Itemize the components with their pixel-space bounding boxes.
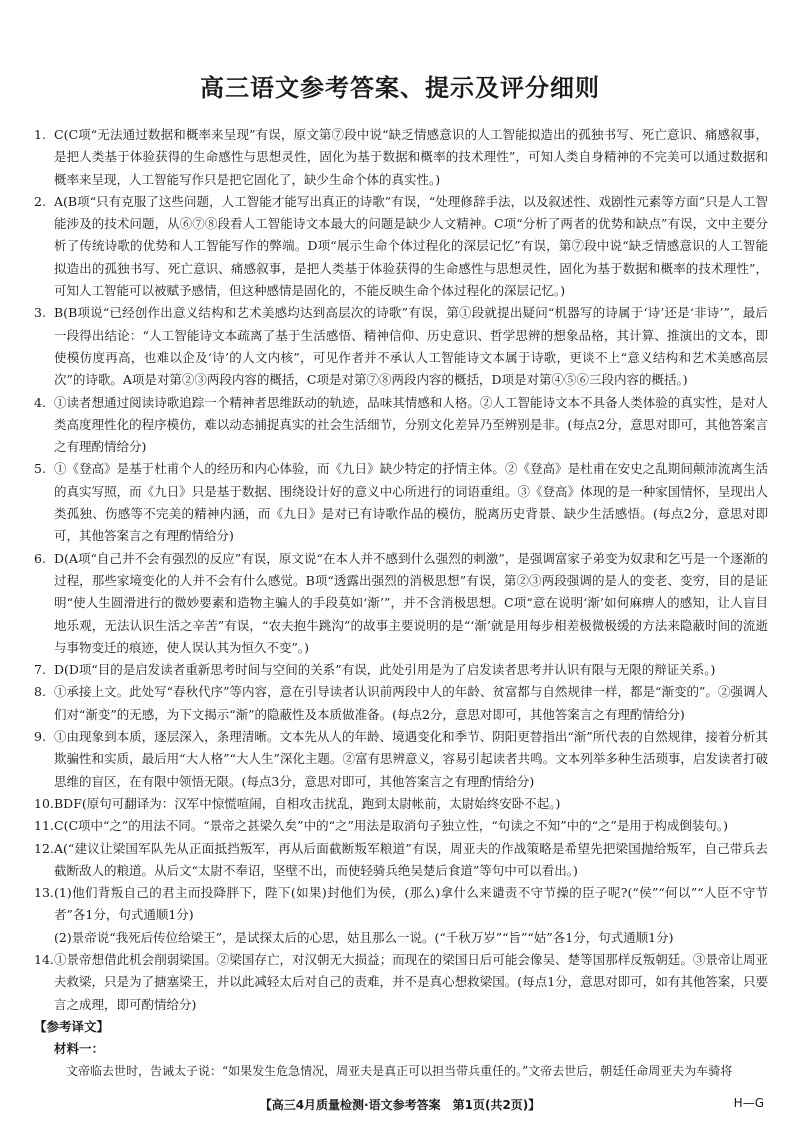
answer-text: B(B项说“已经创作出意义结构和艺术美感均达到高层次的诗歌”有误，第①段就提出疑问“机器写的诗属于‘诗’还是‘非诗’”，最后一段得出结论：“人工智能诗文本疏离了基于生活感悟、精神信仰、历史意识、哲学思辨的想象品格，其计算、推演出的文本，即使模仿度再高，也难以企及‘诗’的人文内核”，可见作者并不承认人工智能诗文本属于诗歌，更谈不上“意义结构和艺术美感高层次”的诗歌。A项是对第②③两段内容的概括，C项是对第⑦⑧两段内容的概括，D项是对第④⑤⑥三段内容的概括。): [54, 305, 768, 388]
answer-number: 2.: [34, 193, 46, 209]
answer-item-2: [34, 191, 768, 302]
answer-item-9: [34, 726, 768, 793]
answer-item-13: [34, 882, 768, 927]
answer-text: BDF(原句可翻译为：汉军中惊慌喧闹，自相攻击扰乱，跑到太尉帐前，太尉始终安卧不起。): [54, 795, 561, 811]
footer-page-info: 【高三4月质量检测·语文参考答案 第1页(共2页)】: [259, 1098, 541, 1112]
answer-item-4: [34, 392, 768, 459]
answer-number: 14.: [34, 951, 54, 967]
answer-text: (1)他们背叛自己的君主而投降胖下，陛下(如果)封他们为侯，(那么)拿什么来谴责不守节操的臣子呢?(“侯”“何以”“人臣不守节者”各1分，句式通顺1分): [54, 885, 768, 923]
answer-number: 13.: [34, 885, 54, 901]
answer-text: ①读者想通过阅读诗歌追踪一个精神者思维跃动的轨迹，品味其情感和人格。②人工智能诗文本不具备人类体验的真实性，是对人类高度理性化的程序模仿，难以动态捕捉真实的社会生活细节，分别文化差异乃至辨别是非。(每点2分，意思对即可，其他答案言之有理酌情给分): [54, 394, 768, 455]
answer-number: 6.: [34, 550, 46, 566]
answer-text: ①《登高》是基于杜甫个人的经历和内心体验，而《九日》缺少特定的抒情主体。②《登高》是杜甫在安史之乱期间颠沛流离生活的真实写照，而《九日》只是基于数据、围绕设计好的意义中心所进行的词语重组。③《登高》体现的是一种家国情怀，呈现出人类孤独、伤感等不完美的精神内涵，而《九日》是对已有诗歌作品的模仿，脱离历史背景、缺少生活感悟。(每点2分，意思对即可，其他答案言之有理酌情给分): [54, 461, 768, 544]
answer-item-12: [34, 838, 768, 883]
answer-item-13-part-2: (2)景帝说“我死后传位给梁王”，是试探太后的心思，姑且那么一说。(“千秋万岁”“旨”“姑”各1分，句式通顺1分): [54, 929, 674, 945]
answer-item-11: [34, 815, 768, 837]
answer-number: 3.: [34, 305, 46, 321]
answer-text: ①景帝想借此机会削弱梁国。②梁国存亡，对汉朝无大损益；而现在的梁国日后可能会像吴、楚等国那样反叛朝廷。③景帝让周亚夫救梁，只是为了搪塞梁王，并以此减轻太后对自己的责难，并不是真心想救梁国。(每点1分，意思对即可，如有其他答案，只要言之成理，即可酌情给分): [54, 951, 768, 1012]
answer-item-6: [34, 548, 768, 659]
answer-text: C(C项“无法通过数据和概率来呈现”有误，原文第⑦段中说“缺乏情感意识的人工智能拟造出的孤独书写、死亡意识、痛感叙事，是把人类基于体验获得的生命感性与思想灵性，固化为基于数据和概率的技术理性”，可知人类自身精神的不完美可以通过数据和概率来呈现，人工智能写作只是把它固化了，缺少生命个体的真实性。): [54, 127, 768, 187]
answer-text: ①由现象到本质，逐层深入，条理清晰。文本先从人的年龄、境遇变化和季节、阴阳更替指出“渐”所代表的自然规律，接着分析其欺骗性和实质，最后用“大人格”“大人生”深化主题。②富有思辨意义，容易引起读者共鸣。文本列举多种生活琐事，启发读者打破思维的盲区，在有限中领悟无限。(每点3分，意思对即可，其他答案言之有理酌情给分): [54, 729, 768, 789]
answer-item-1: [34, 124, 768, 191]
answer-text: ①承接上文。此处写“春秋代序”等内容，意在引导读者认识前两段中人的年龄、贫富都与自然规律一样，都是“渐变的”。②强调人们对“渐变”的无感，为下文揭示“渐”的隐蔽性及本质做准备。(每点2分，意思对即可，其他答案言之有理酌情给分): [54, 684, 768, 722]
answer-item-5: [34, 458, 768, 547]
answer-item-8: [34, 681, 768, 726]
answer-text: A(“建议让梁国军队先从正面抵挡叛军，再从后面截断叛军粮道”有误，周亚夫的作战策略是希望先把梁国抛给叛军，自己带兵去截断敌人的粮道。从后文“太尉不奉诏，坚壁不出，而使轻骑兵绝吴楚后食道”等句中可以看出。): [54, 840, 768, 878]
answer-text: D(D项“目的是启发读者重新思考时间与空间的关系”有误，此处引用是为了启发读者思考并认识有限与无限的辩证关系。): [54, 662, 716, 678]
material-one-title: 材料一：: [54, 1041, 105, 1057]
answers-body: [34, 124, 768, 1082]
answer-item-7: [34, 659, 768, 681]
answer-number: 5.: [34, 461, 46, 477]
answer-number: 4.: [34, 394, 46, 410]
answer-number: 12.: [34, 840, 54, 856]
answer-number: 9.: [34, 729, 46, 745]
answer-item-10: [34, 793, 768, 815]
page-title: 高三语文参考答案、提示及评分细则: [200, 74, 600, 102]
answer-number: 7.: [34, 662, 46, 678]
answer-text: A(B项“只有克服了这些问题，人工智能才能写出真正的诗歌”有误，“处理修辞手法，以及叙述性、戏剧性元素等方面”只是人工智能涉及的技术问题，从⑥⑦⑧段看人工智能诗文本最大的问题是缺少人文精神。C项“分析了两者的优势和缺点”有误，文中主要分析了传统诗歌的优势和人工智能写作的弊端。D项“展示生命个体过程化的深层记忆”有误，第⑦段中说“缺乏情感意识的人工智能拟造出的孤独书写、死亡意识、痛感叙事，是把人类基于体验获得的生命感性与思想灵性，固化为基于数据和概率的技术理性”，可知人工智能可以被赋予感情，但这种感情是固化的，不能反映生命个体过程化的深层记忆。): [54, 193, 768, 299]
translation-paragraph: 文帝临去世时，告诫太子说：“如果发生危急情况，周亚夫是真正可以担当带兵重任的。”文帝去世后，朝廷任命周亚夫为车骑将: [66, 1064, 733, 1079]
answer-text: C(C项中“之”的用法不同。“景帝之甚梁久矣”中的“之”用法是取消句子独立性，“句读之不知”中的“之”是用于构成倒装句。): [54, 818, 729, 834]
answer-item-14: [34, 949, 768, 1016]
answer-number: 10.: [34, 795, 54, 811]
reference-translation-heading: 【参考译文】: [34, 1018, 110, 1034]
answer-number: 1.: [34, 127, 46, 142]
answer-text: D(A项“自己并不会有强烈的反应”有误，原文说“在本人并不感到什么强烈的刺激”，是强调富家子弟变为奴隶和乞丐是一个逐渐的过程，那些家境变化的人并不会有什么感觉。B项“透露出强烈的消极思想”有误，第②③两段强调的是人的变老、变穷，目的是证明“使人生圆滑进行的微妙要素和造物主骗人的手段莫如‘渐’”，并不含消极思想。C项“意在说明‘渐’如何麻痹人的感知，让人盲目地乐观，无法认识生活之辛苦”有误，“农夫抱牛跳沟”的故事主要说明的是“‘渐’就是用每步相差极微极缓的方法来隐蔽时间的流逝与事物变迁的痕迹，使人误认其为恒久不变”。): [54, 550, 768, 655]
answer-number: 11.: [34, 818, 54, 834]
answer-item-3: [34, 302, 768, 391]
answer-number: 8.: [34, 684, 46, 700]
footer-code: H—G: [733, 1096, 764, 1110]
page-footer: [0, 1096, 800, 1116]
